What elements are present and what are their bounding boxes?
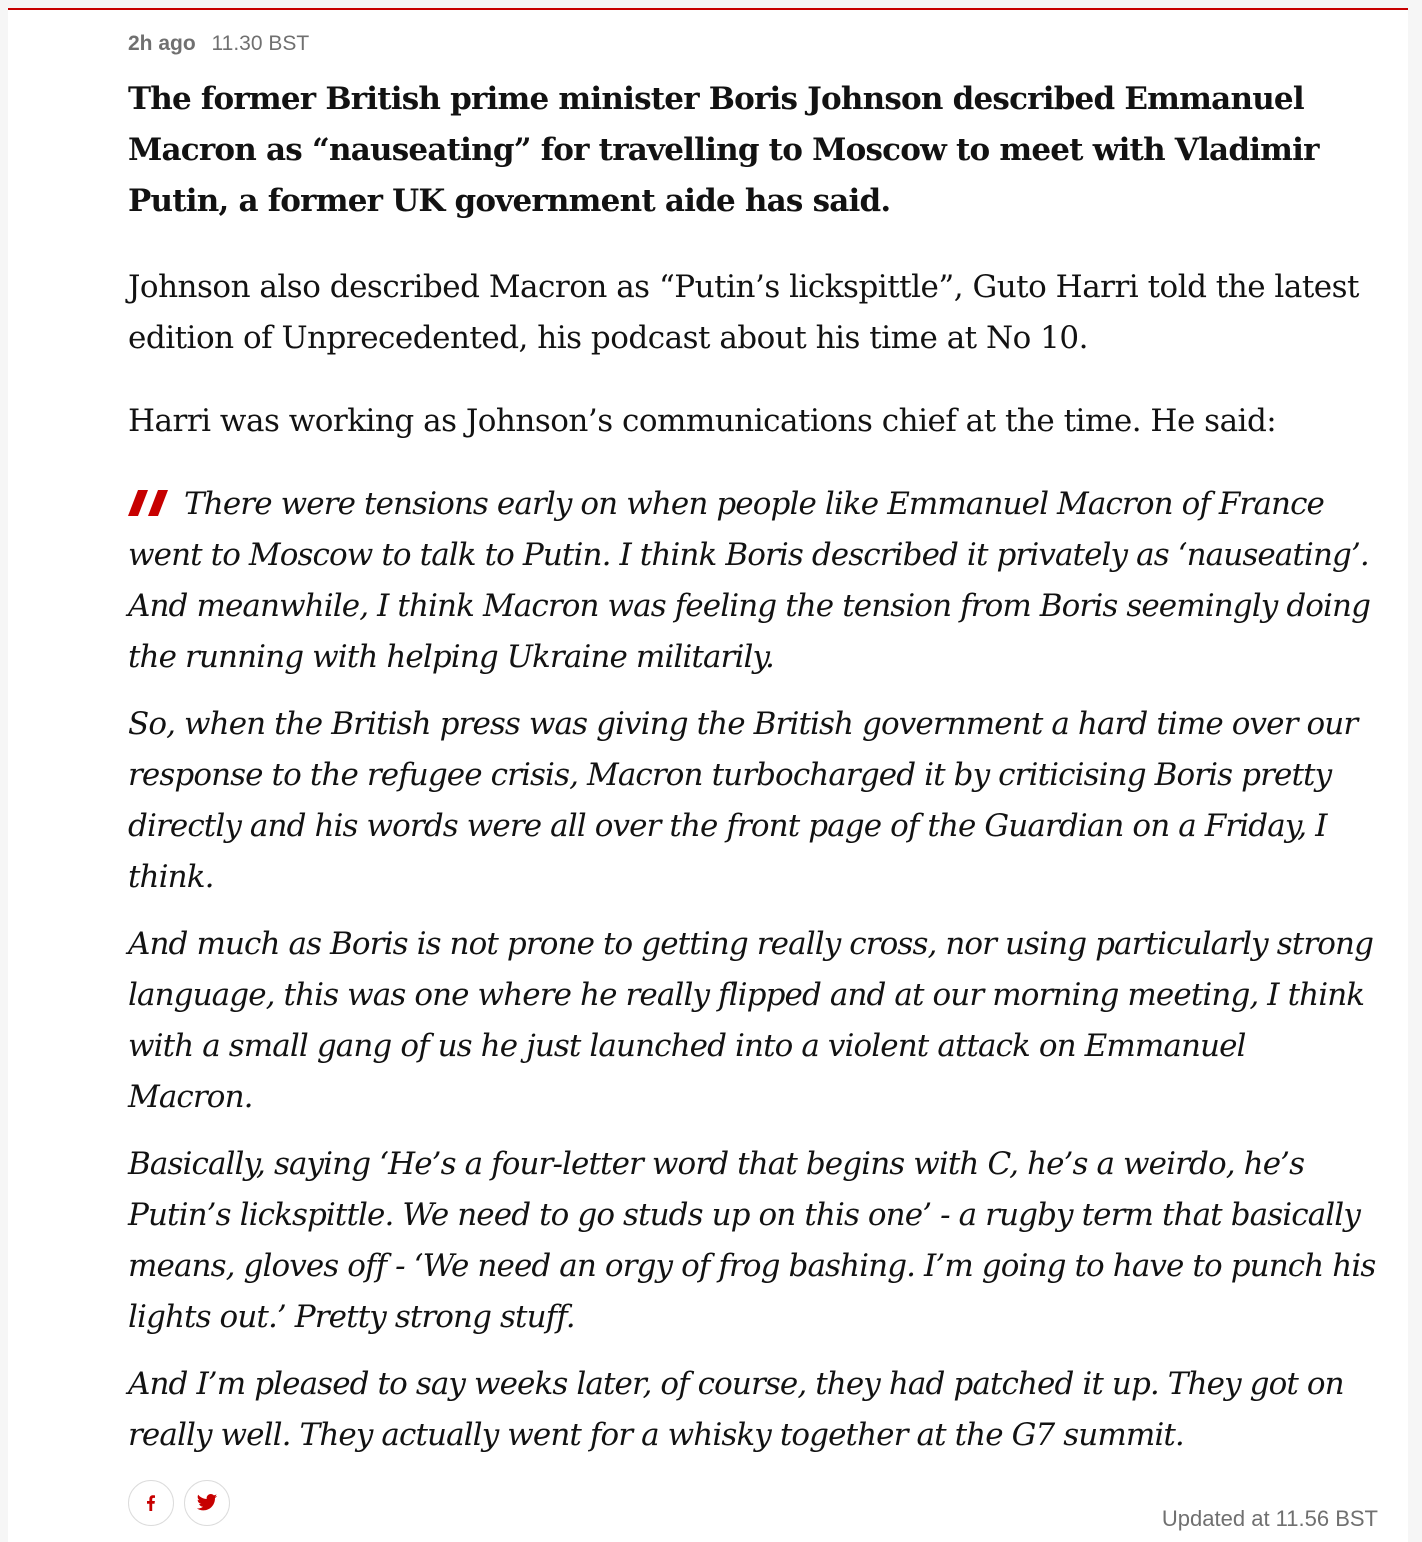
post-meta xyxy=(128,32,309,56)
share-facebook-button[interactable] xyxy=(128,1480,174,1526)
quote-mark-icon xyxy=(128,481,172,507)
liveblog-post xyxy=(8,8,1408,1542)
facebook-icon xyxy=(141,1493,161,1513)
post-timestamp: 11.30 BST xyxy=(211,32,310,55)
quote-paragraph xyxy=(128,479,1378,683)
post-headline: The former British prime minister Boris Johnson described Emmanuel Macron as “nauseating” for travelling to Moscow to meet with Vladimir Putin, a former UK government aide has said. xyxy=(128,81,1319,219)
quote-paragraph: So, when the British press was giving the British government a hard time over our response to the refugee crisis, Macron turbocharged it by criticising Boris pretty directly and his words were all over the front page of the Guardian on a Friday, I think. xyxy=(128,706,1358,895)
paragraph-context: Harri was working as Johnson’s communications chief at the time. He said: xyxy=(128,403,1277,439)
paragraph-intro: Johnson also described Macron as “Putin’s lickspittle”, Guto Harri told the latest edition of Unprecedented, his podcast about his time at No 10. xyxy=(128,269,1359,356)
share-twitter-button[interactable] xyxy=(184,1480,230,1526)
twitter-icon xyxy=(196,1493,218,1513)
quote-text: There were tensions early on when people like Emmanuel Macron of France went to Moscow to talk to Putin. I think Boris described it privately as ‘nauseating’. And meanwhile, I think Macron was feeling the tension from Boris seemingly doing the running with helping Ukraine militarily. xyxy=(128,486,1371,675)
quote-paragraph: And I’m pleased to say weeks later, of course, they had patched it up. They got on really well. They actually went for a whisky together at the G7 summit. xyxy=(128,1366,1344,1453)
time-ago[interactable]: 2h ago xyxy=(128,32,196,55)
updated-timestamp: Updated at 11.56 BST xyxy=(1161,1506,1378,1531)
quote-paragraph: Basically, saying ‘He’s a four-letter word that begins with C, he’s a weirdo, he’s Putin’s lickspittle. We need to go studs up on this one’ - a rugby term that basically means, gloves off - ‘We need an orgy of frog bashing. I’m going to have to punch his lights out.’ Pretty strong stuff. xyxy=(128,1146,1376,1335)
quote-paragraph: And much as Boris is not prone to getting really cross, nor using particularly strong language, this was one where he really flipped and at our morning meeting, I think with a small gang of us he just launched into a violent attack on Emmanuel Macron. xyxy=(128,926,1374,1115)
